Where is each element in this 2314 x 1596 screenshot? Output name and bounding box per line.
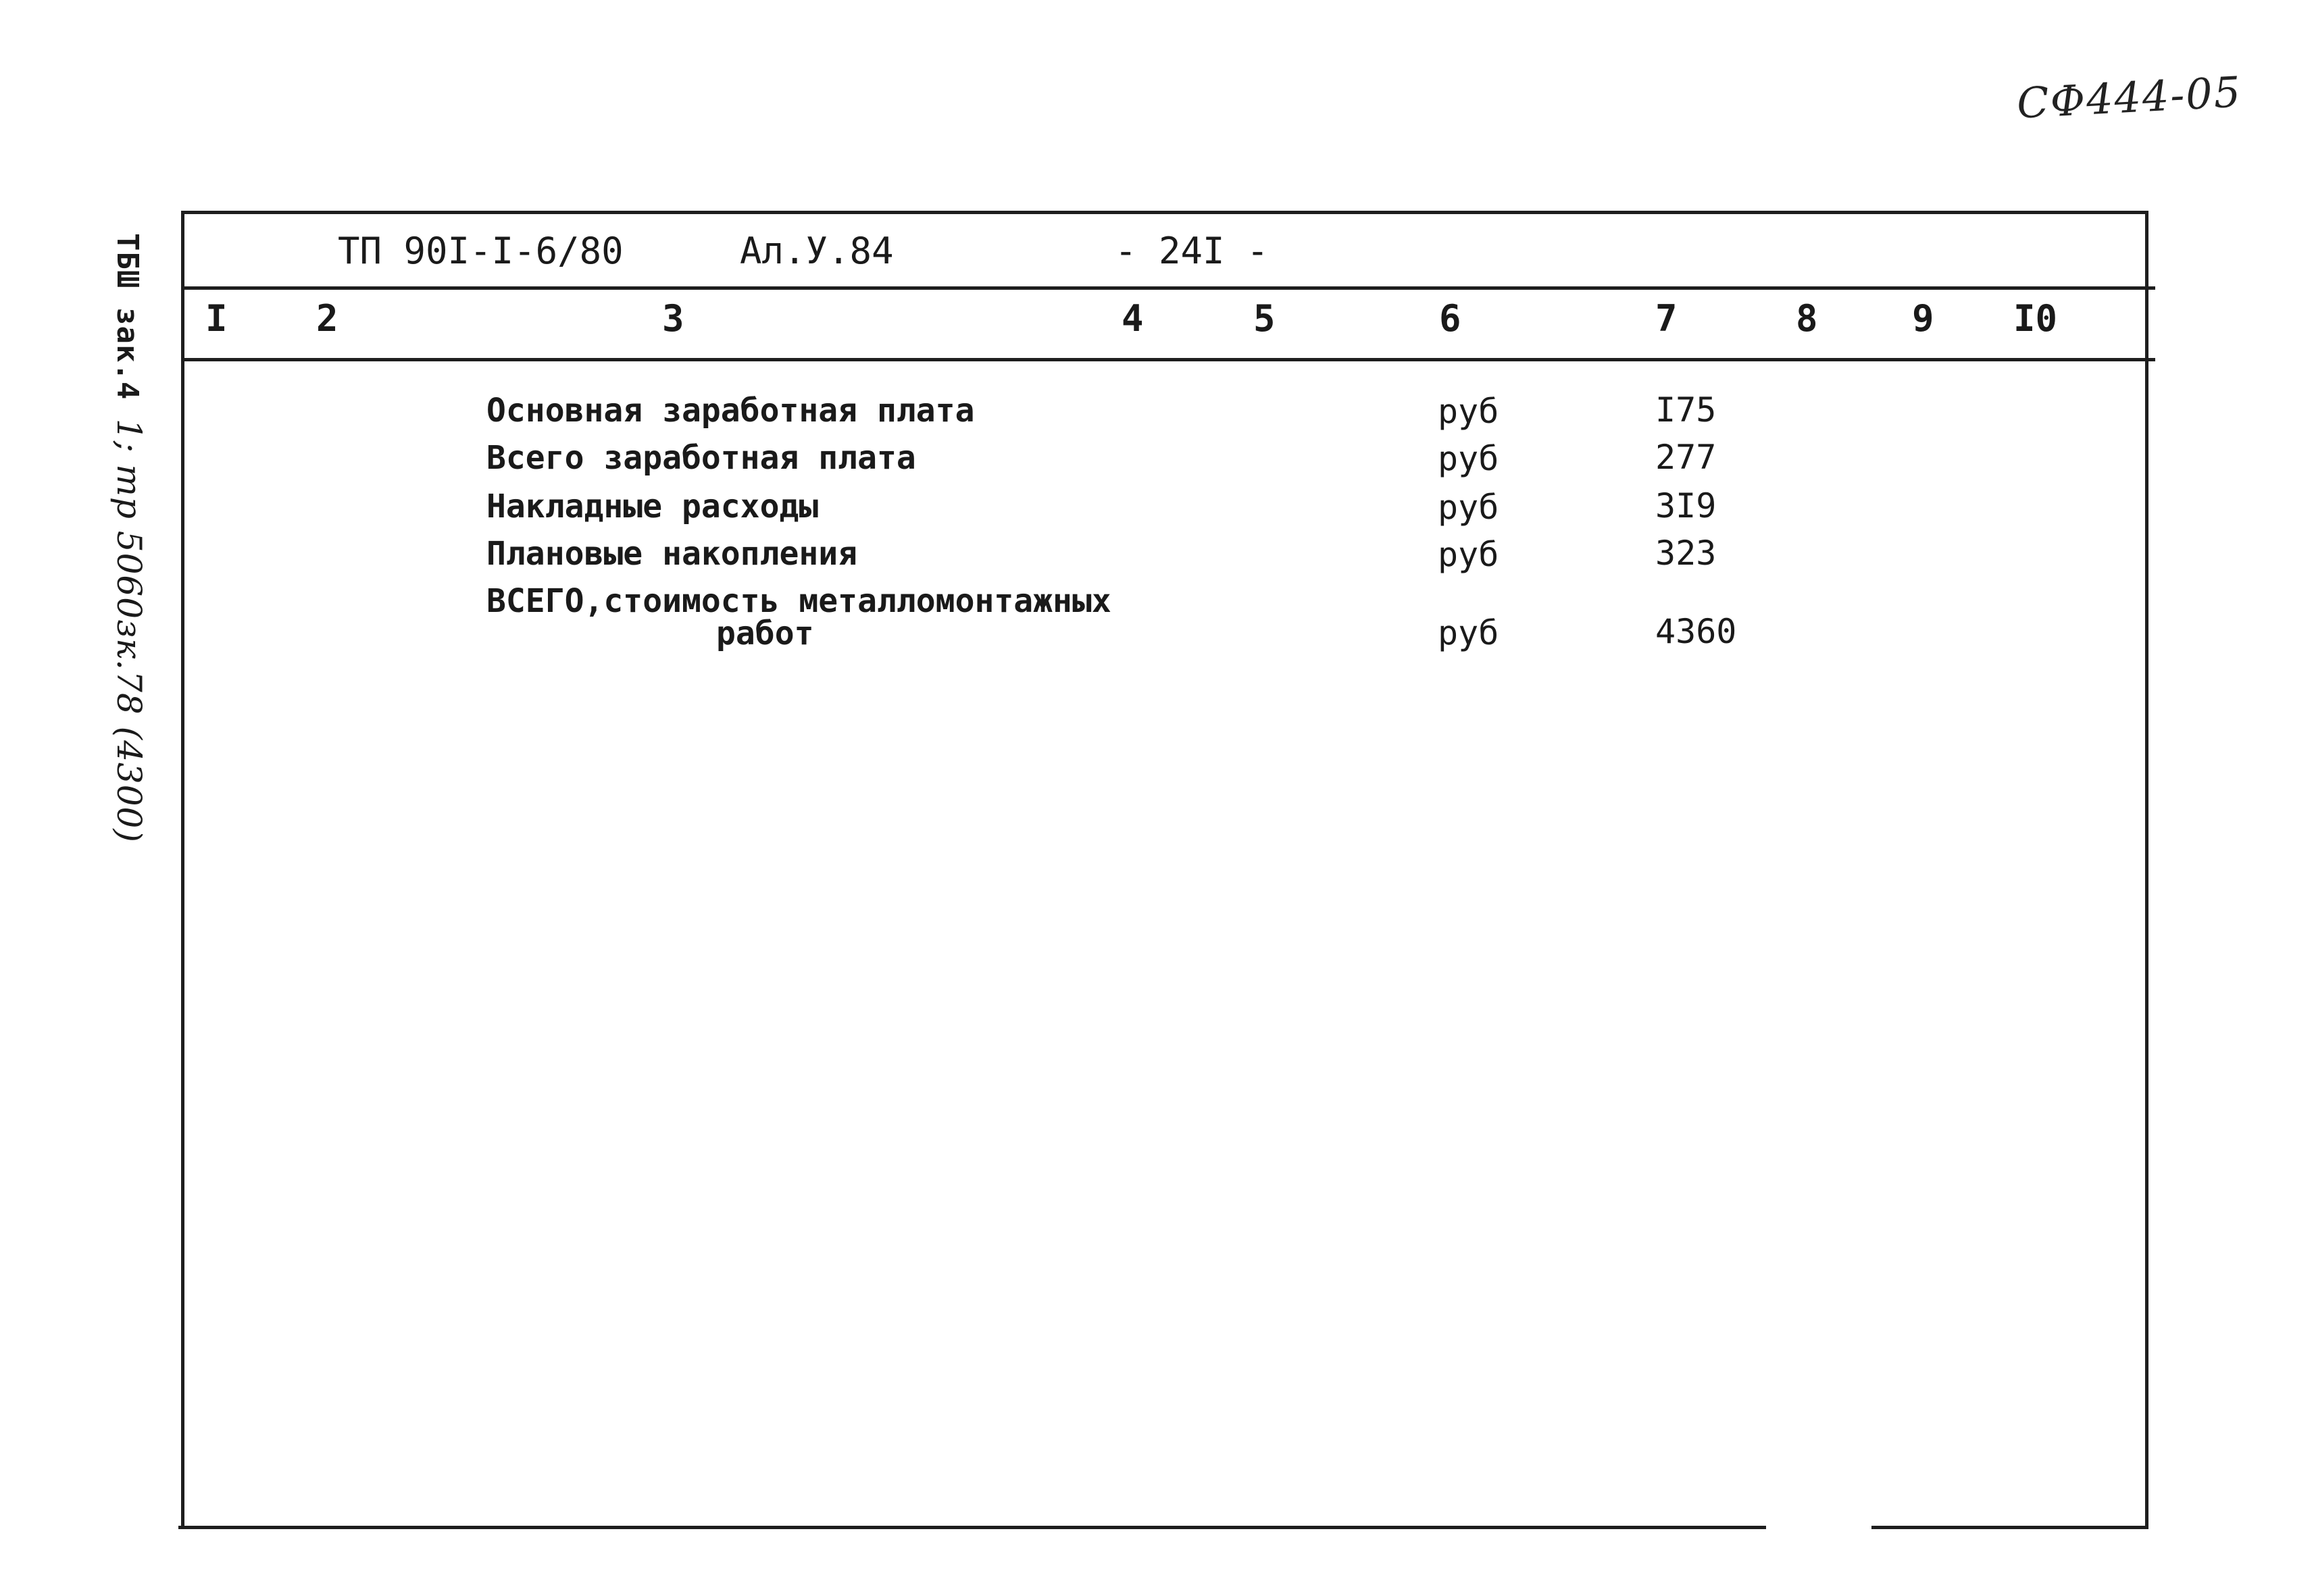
frame-bottom-border-left bbox=[178, 1526, 1766, 1529]
row-unit: руб bbox=[1438, 439, 1499, 478]
column-number-2: 2 bbox=[316, 297, 338, 340]
total-value: 4360 bbox=[1655, 612, 1737, 651]
total-label-line2: работ bbox=[716, 615, 814, 652]
total-unit: руб bbox=[1438, 613, 1499, 652]
project-code: ТП 90I-I-6/80 bbox=[338, 230, 624, 272]
column-number-7: 7 bbox=[1655, 297, 1678, 340]
row-label: Накладные расходы bbox=[486, 488, 819, 525]
column-number-10: I0 bbox=[2013, 297, 2058, 340]
row-label: Плановые накопления bbox=[486, 535, 858, 573]
column-number-4: 4 bbox=[1122, 297, 1144, 340]
row-unit: руб bbox=[1438, 392, 1499, 431]
total-label-line1: ВСЕГО,стоимость металломонтажных bbox=[486, 582, 1111, 620]
column-number-9: 9 bbox=[1912, 297, 1934, 340]
row-value: 3I9 bbox=[1655, 486, 1717, 525]
frame-bottom-border-right bbox=[1871, 1526, 2148, 1529]
side-stamp-handwritten: 1; тр 5060зк.78 (4300) bbox=[109, 418, 149, 843]
side-stamp bbox=[109, 233, 149, 843]
column-number-5: 5 bbox=[1253, 297, 1276, 340]
album-number: Ал.У.84 bbox=[740, 230, 894, 272]
column-number-8: 8 bbox=[1796, 297, 1818, 340]
row-value: 277 bbox=[1655, 438, 1717, 477]
corner-handwritten-mark: СФ444-05 bbox=[2015, 67, 2243, 128]
row-label: Основная заработная плата bbox=[486, 392, 975, 430]
header-divider bbox=[181, 286, 2155, 290]
column-number-1: I bbox=[205, 297, 228, 340]
row-value: 323 bbox=[1655, 534, 1717, 573]
row-unit: руб bbox=[1438, 535, 1499, 574]
document-frame bbox=[181, 211, 2148, 1529]
row-unit: руб bbox=[1438, 488, 1499, 527]
side-stamp-printed: ТБШ зак.4 bbox=[110, 233, 145, 401]
column-number-6: 6 bbox=[1439, 297, 1461, 340]
row-value: I75 bbox=[1655, 390, 1717, 430]
page-number: - 24I - bbox=[1115, 230, 1269, 272]
column-number-3: 3 bbox=[662, 297, 684, 340]
column-header-divider bbox=[181, 358, 2155, 361]
row-label: Всего заработная плата bbox=[486, 439, 916, 477]
